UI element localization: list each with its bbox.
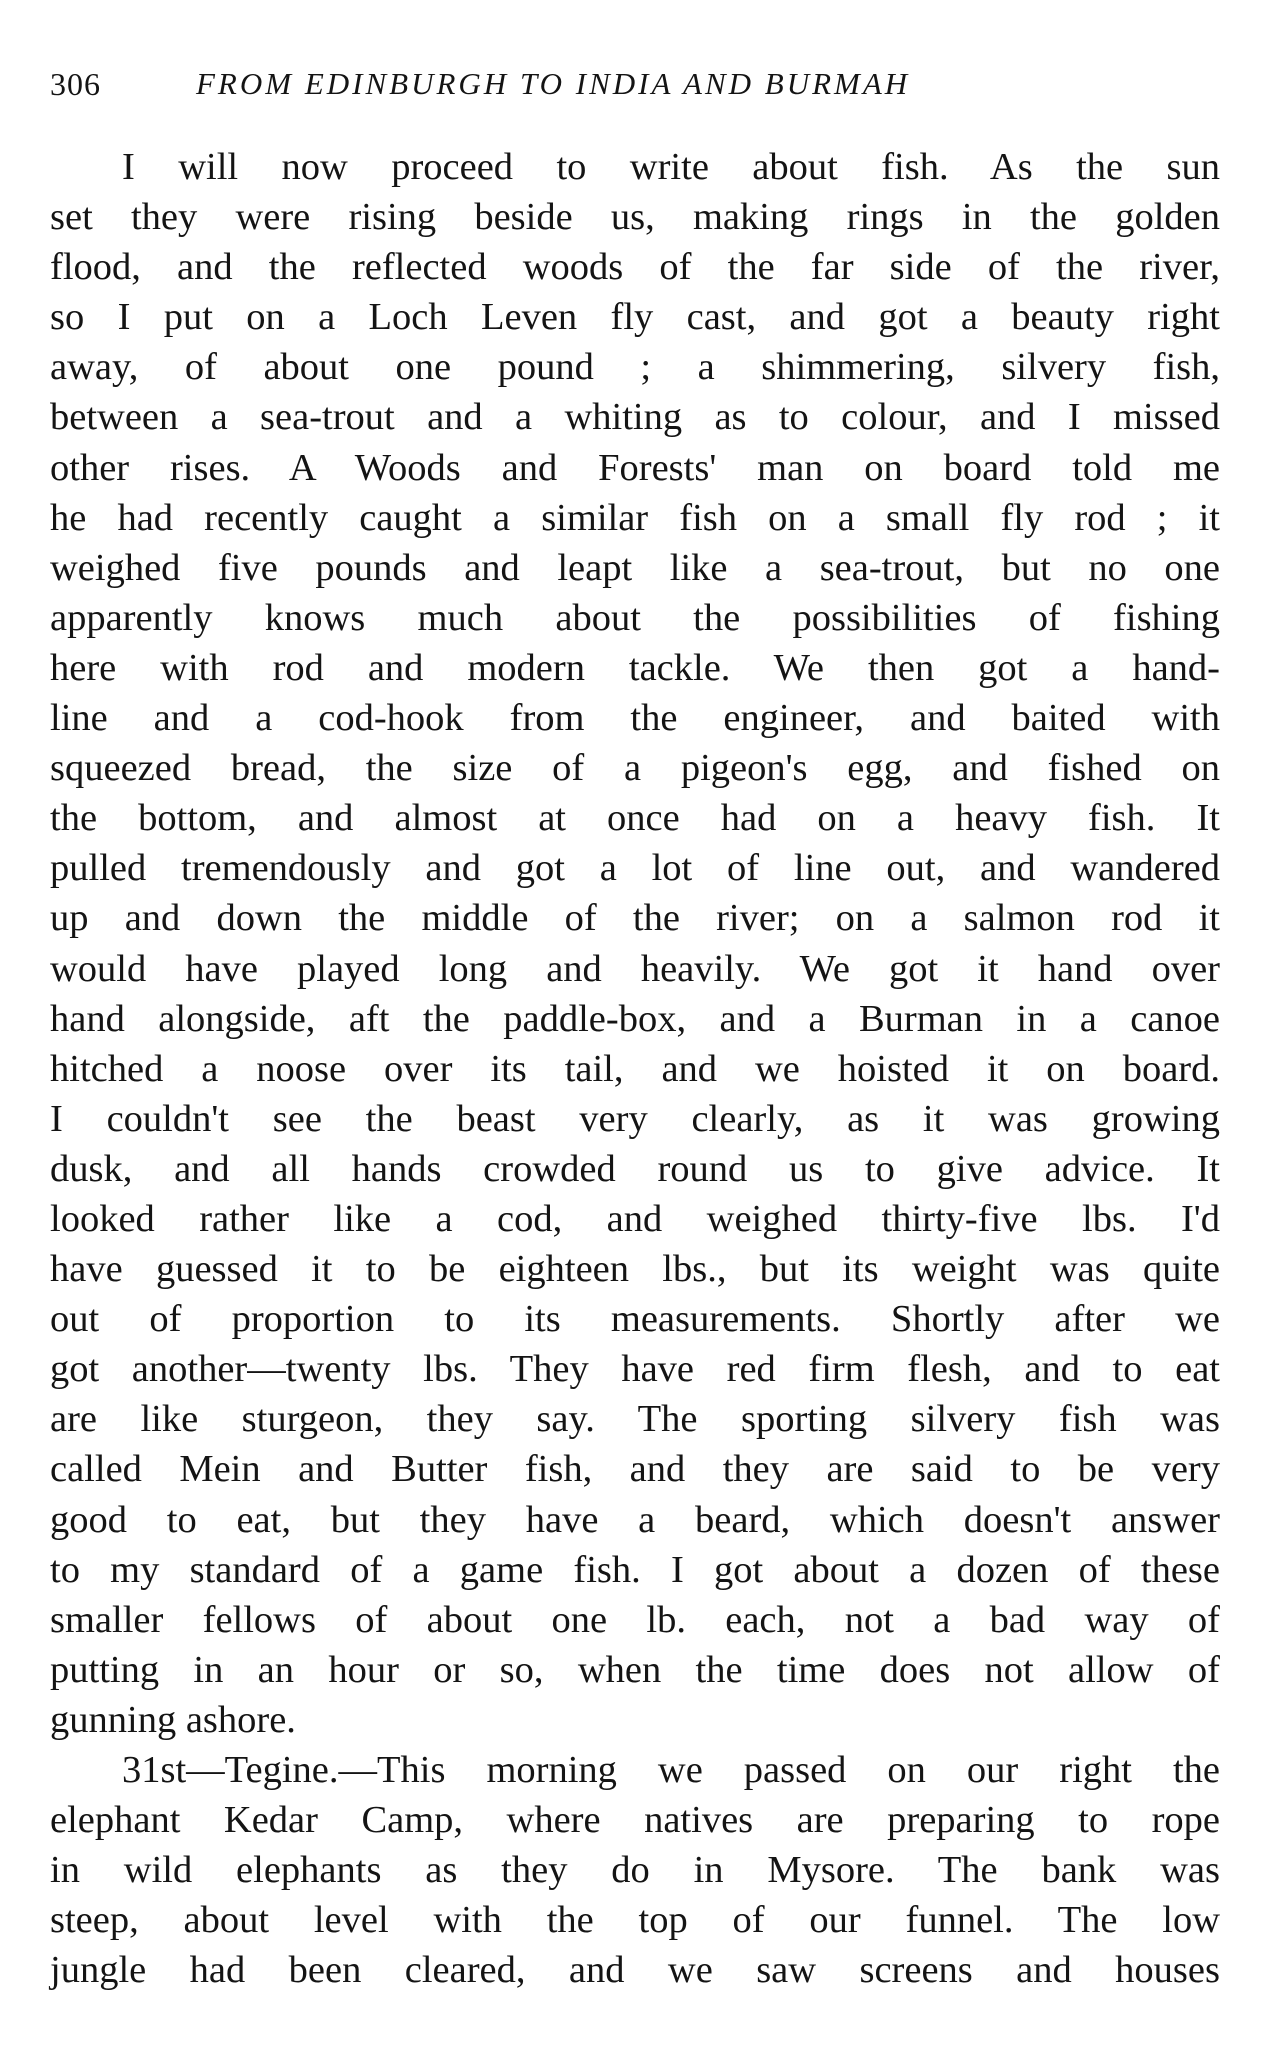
text-line: here with rod and modern tackle. We then got a hand- [50,646,1220,689]
text-line: dusk, and all hands crowded round us to give advice. It [50,1147,1220,1190]
text-line: hitched a noose over its tail, and we hoisted it on board. [50,1047,1220,1090]
text-line: smaller fellows of about one lb. each, not a bad way of [50,1598,1220,1641]
text-line: I will now proceed to write about fish. As the sun [122,146,1220,188]
text-line: steep, about level with the top of our funnel. The low [50,1899,1220,1942]
text-line: good to eat, but they have a beard, which doesn't answer [50,1498,1220,1541]
paragraph-1 [50,142,1220,1745]
text-line: out of proportion to its measurements. Shortly after we [50,1298,1220,1341]
text-line: the bottom, and almost at once had on a heavy fish. It [50,797,1220,840]
running-title: FROM EDINBURGH TO INDIA AND BURMAH [196,66,911,101]
text-line: 31st—Tegine.—This morning we passed on our right the [122,1749,1220,1791]
body-text [50,142,1220,1995]
text-line: set they were rising beside us, making rings in the golden [50,196,1220,239]
paragraph-2 [50,1745,1220,1995]
text-line: flood, and the reflected woods of the far side of the river, [50,246,1220,289]
text-line: would have played long and heavily. We got it hand over [50,947,1220,990]
text-line: away, of about one pound ; a shimmering, silvery fish, [50,346,1220,389]
text-line: between a sea-trout and a whiting as to colour, and I missed [50,396,1220,439]
text-line: apparently knows much about the possibilities of fishing [50,596,1220,639]
text-line: putting in an hour or so, when the time does not allow of [50,1648,1220,1691]
text-line: have guessed it to be eighteen lbs., but its weight was quite [50,1248,1220,1291]
text-line: elephant Kedar Camp, where natives are preparing to rope [50,1799,1220,1842]
text-line: he had recently caught a similar fish on a small fly rod ; it [50,496,1220,539]
text-line: weighed five pounds and leapt like a sea-trout, but no one [50,546,1220,589]
page-number: 306 [50,66,101,102]
text-line: up and down the middle of the river; on a salmon rod it [50,897,1220,940]
text-line: looked rather like a cod, and weighed thirty-five lbs. I'd [50,1197,1220,1240]
text-line: pulled tremendously and got a lot of line out, and wandered [50,847,1220,890]
text-line: hand alongside, aft the paddle-box, and a Burman in a canoe [50,997,1220,1040]
text-line: got another—twenty lbs. They have red firm flesh, and to eat [50,1348,1220,1391]
text-line: gunning ashore. [50,1698,296,1741]
text-line: called Mein and Butter fish, and they are said to be very [50,1448,1220,1491]
text-line: are like sturgeon, they say. The sporting silvery fish was [50,1398,1220,1441]
text-line: squeezed bread, the size of a pigeon's egg, and fished on [50,747,1220,790]
text-line: other rises. A Woods and Forests' man on board told me [50,446,1220,489]
text-line: jungle had been cleared, and we saw screens and houses [50,1949,1220,1992]
text-line: line and a cod-hook from the engineer, and baited with [50,697,1220,740]
running-head [50,66,1230,112]
text-line: in wild elephants as they do in Mysore. The bank was [50,1849,1220,1892]
text-line: so I put on a Loch Leven fly cast, and got a beauty right [50,296,1220,339]
text-line: to my standard of a game fish. I got about a dozen of these [50,1548,1220,1591]
text-line: I couldn't see the beast very clearly, as it was growing [50,1097,1220,1140]
